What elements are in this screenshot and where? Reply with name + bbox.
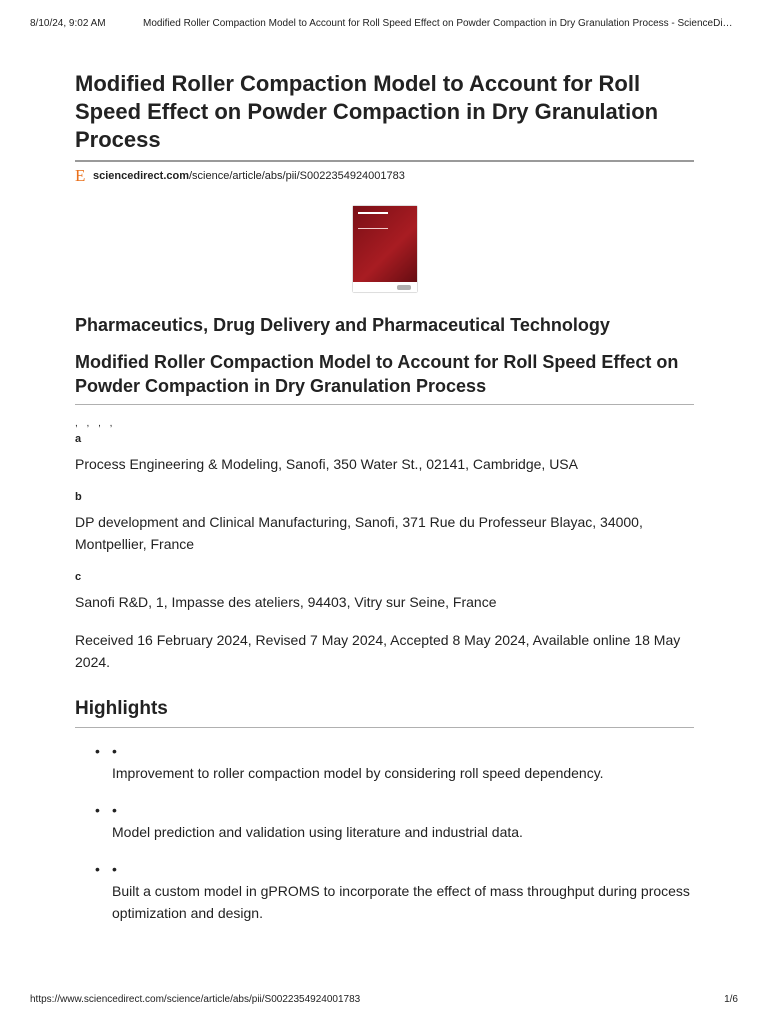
bullet-icon: • (95, 743, 100, 759)
bullet-icon: • (112, 743, 117, 759)
article-dates: Received 16 February 2024, Revised 7 May 2024, Accepted 8 May 2024, Available online 18 May 2024. (75, 632, 681, 670)
article-content (75, 70, 694, 924)
affiliation-text: Process Engineering & Modeling, Sanofi, 350 Water St., 02141, Cambridge, USA (75, 456, 578, 472)
affiliation-label: b (75, 491, 82, 503)
affiliation-a (75, 433, 694, 475)
page-title: Modified Roller Compaction Model to Account for Roll Speed Effect on Powder Compaction in Dry Granulation Process (75, 71, 659, 152)
print-datetime: 8/10/24, 9:02 AM (30, 18, 106, 29)
article-title: Modified Roller Compaction Model to Account for Roll Speed Effect on Powder Compaction in Dry Granulation Process (75, 352, 679, 396)
source-path: /science/article/abs/pii/S0022354924001783 (189, 170, 405, 182)
title-divider (75, 160, 694, 162)
bullet-icon: • (95, 802, 100, 818)
affiliation-text: Sanofi R&D, 1, Impasse des ateliers, 94403, Vitry sur Seine, France (75, 594, 497, 610)
affiliation-c (75, 571, 694, 613)
article-title-divider (75, 404, 694, 405)
highlights-list (75, 740, 694, 924)
affiliation-label: a (75, 433, 82, 445)
affiliation-text: DP development and Clinical Manufacturing, Sanofi, 371 Rue du Professeur Blayac, 34000, Montpellier, France (75, 514, 643, 552)
bullet-icon: • (95, 861, 100, 877)
source-domain: sciencedirect.com (93, 170, 189, 182)
highlight-text: Model prediction and validation using literature and industrial data. (112, 824, 523, 840)
elsevier-e-icon: E (75, 166, 86, 185)
highlight-text: Built a custom model in gPROMS to incorporate the effect of mass throughput during process optimization and design. (112, 883, 690, 921)
authors-list: , , , , (75, 418, 116, 429)
print-footer (30, 994, 738, 1005)
affiliation-b (75, 491, 694, 555)
cover-publisher-logo (397, 285, 411, 290)
print-page-title: Modified Roller Compaction Model to Account for Roll Speed Effect on Powder Compaction in Dry Granulation Process - ScienceDi… (143, 18, 733, 29)
source-link[interactable] (75, 168, 694, 184)
bullet-icon: • (112, 861, 117, 877)
list-item (75, 740, 694, 784)
page-number: 1/6 (724, 994, 738, 1005)
print-url[interactable]: https://www.sciencedirect.com/science/article/abs/pii/S0022354924001783 (30, 994, 361, 1005)
bullet-icon: • (112, 802, 117, 818)
journal-name: Pharmaceutics, Drug Delivery and Pharmaceutical Technology (75, 315, 610, 335)
journal-cover-image[interactable] (353, 206, 417, 292)
highlights-divider (75, 727, 694, 728)
highlights-heading: Highlights (75, 698, 168, 719)
print-header (30, 18, 738, 29)
list-item (75, 799, 694, 843)
affiliation-label: c (75, 571, 82, 583)
list-item (75, 858, 694, 924)
highlight-text: Improvement to roller compaction model by considering roll speed dependency. (112, 765, 604, 781)
cover-title-lines (358, 212, 388, 229)
